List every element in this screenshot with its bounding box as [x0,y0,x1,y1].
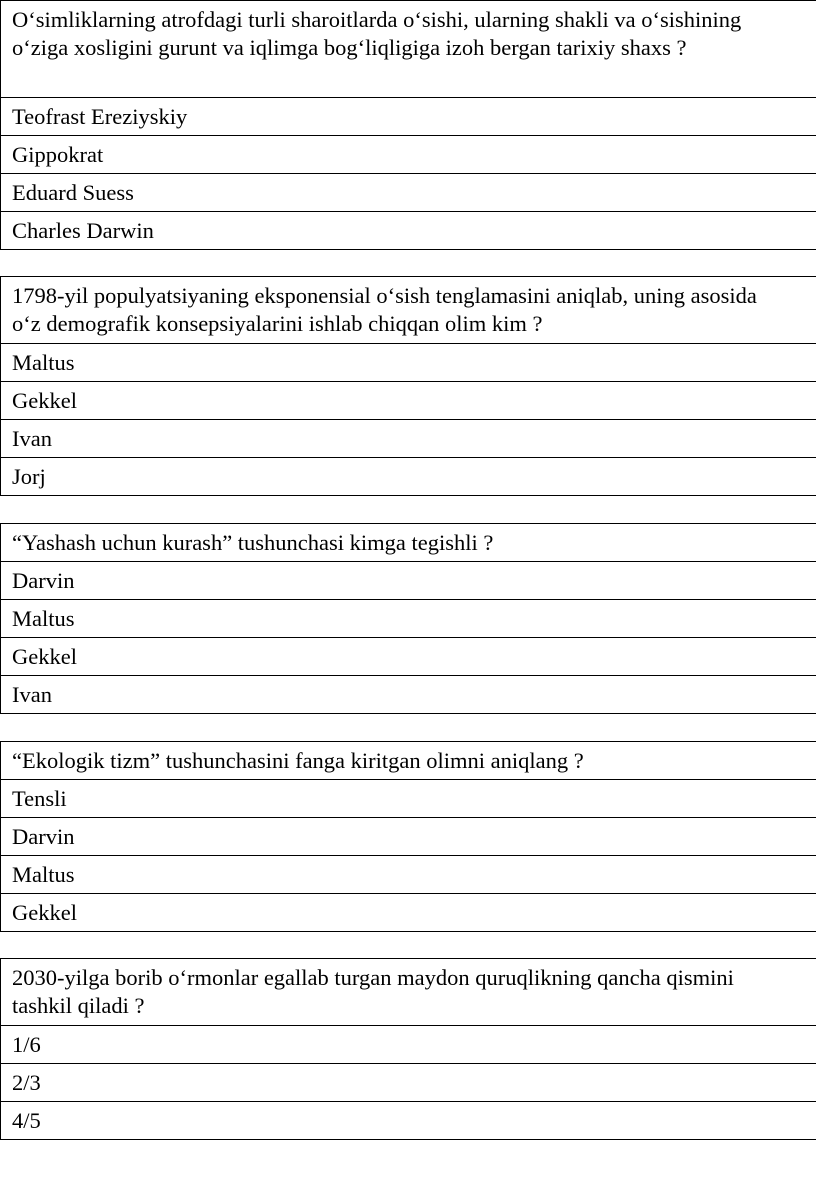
answer-option-row [1,382,816,420]
question-row [1,524,816,562]
answer-option[interactable]: Darvin [1,818,816,856]
answer-option[interactable]: Gekkel [1,382,816,420]
answer-option-row [1,562,816,600]
answer-option[interactable]: Teofrast Ereziyskiy [1,98,816,136]
answer-option[interactable]: Ivan [1,420,816,458]
answer-option-row [1,458,816,496]
question-text [1,959,816,1026]
answer-option[interactable]: Charles Darwin [1,212,816,250]
answer-option-row [1,780,816,818]
answer-option[interactable]: Darvin [1,562,816,600]
question-table-1 [0,0,816,250]
answer-option-row [1,1026,816,1064]
question-text-line: “Ekologik tizm” tushunchasini fanga kiritgan olimni aniqlang ? [12,748,584,773]
answer-option-row [1,420,816,458]
question-text [1,1,816,98]
question-text-line: 1798-yil populyatsiyaning eksponensial o‘sish tenglamasini aniqlab, uning asosida [12,283,757,308]
question-row [1,742,816,780]
answer-option-row [1,894,816,932]
question-text-line: 2030-yilga borib o‘rmonlar egallab turgan maydon quruqlikning qancha qismini [12,965,734,990]
question-text [1,742,816,780]
question-row [1,1,816,98]
answer-option-row [1,638,816,676]
answer-option-row [1,212,816,250]
question-text-line: O‘simliklarning atrofdagi turli sharoitlarda o‘sishi, ularning shakli va o‘sishining [12,7,742,32]
question-row [1,959,816,1026]
answer-option-row [1,676,816,714]
question-table-4 [0,741,816,932]
question-text [1,524,816,562]
question-text-line: o‘ziga xosligini gurunt va iqlimga bog‘liqligiga izoh bergan tarixiy shaxs ? [12,35,687,60]
answer-option-row [1,174,816,212]
answer-option-row [1,856,816,894]
answer-option-row [1,600,816,638]
answer-option[interactable]: Tensli [1,780,816,818]
answer-option-row [1,98,816,136]
answer-option-row [1,1102,816,1140]
question-text-line: tashkil qiladi ? [12,993,145,1018]
answer-option-row [1,1064,816,1102]
answer-option[interactable]: Eduard Suess [1,174,816,212]
question-text-line: “Yashash uchun kurash” tushunchasi kimga tegishli ? [12,530,494,555]
answer-option[interactable]: Gekkel [1,894,816,932]
answer-option[interactable]: 4/5 [1,1102,816,1140]
question-table-5 [0,958,816,1140]
answer-option[interactable]: Jorj [1,458,816,496]
answer-option[interactable]: 2/3 [1,1064,816,1102]
question-row [1,277,816,344]
answer-option[interactable]: Maltus [1,600,816,638]
question-table-3 [0,523,816,714]
answer-option[interactable]: Gekkel [1,638,816,676]
answer-option[interactable]: 1/6 [1,1026,816,1064]
question-text-line: o‘z demografik konsepsiyalarini ishlab chiqqan olim kim ? [12,311,543,336]
question-table-2 [0,276,816,496]
answer-option-row [1,818,816,856]
answer-option[interactable]: Ivan [1,676,816,714]
answer-option[interactable]: Gippokrat [1,136,816,174]
answer-option-row [1,136,816,174]
answer-option[interactable]: Maltus [1,344,816,382]
question-text [1,277,816,344]
answer-option[interactable]: Maltus [1,856,816,894]
answer-option-row [1,344,816,382]
